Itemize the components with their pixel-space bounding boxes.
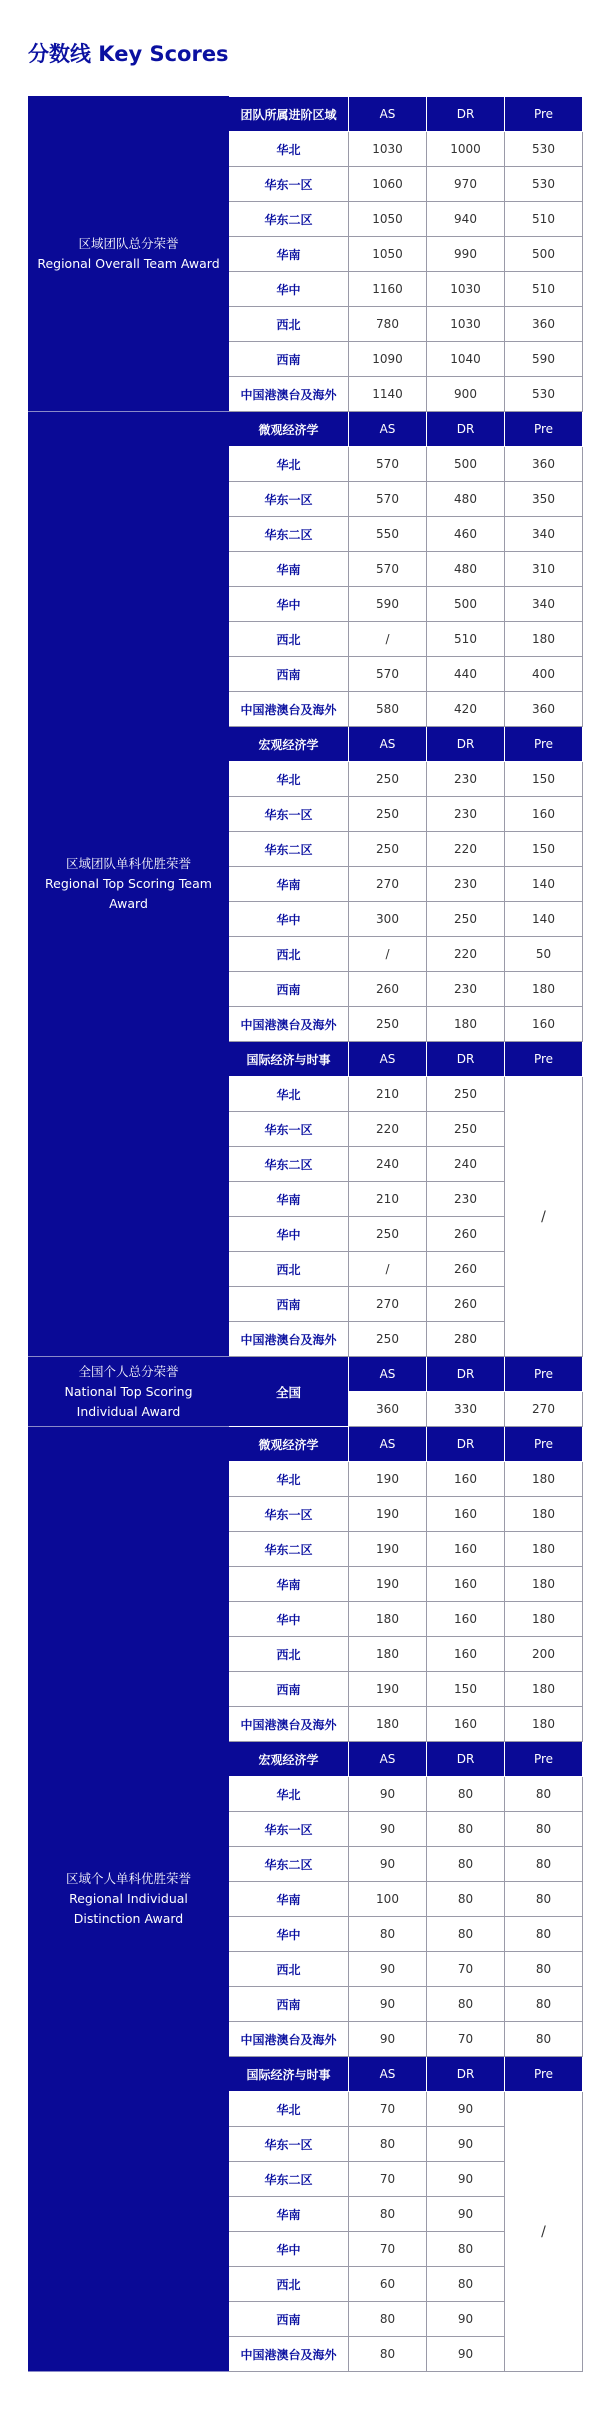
as-cell: 570 (349, 657, 427, 692)
dr-cell: 240 (427, 1147, 505, 1182)
region-cell: 华北 (229, 132, 349, 167)
as-cell: 270 (349, 1287, 427, 1322)
as-cell: 1050 (349, 202, 427, 237)
as-cell: / (349, 937, 427, 972)
group-label-en: Regional Overall Team Award (37, 256, 220, 271)
pre-cell: 360 (505, 307, 583, 342)
as-cell: 260 (349, 972, 427, 1007)
region-cell: 西北 (229, 937, 349, 972)
as-cell: 550 (349, 517, 427, 552)
as-cell: 270 (349, 867, 427, 902)
dr-cell: 160 (427, 1532, 505, 1567)
dr-cell: 260 (427, 1287, 505, 1322)
region-cell: 华东一区 (229, 167, 349, 202)
dr-cell: 1040 (427, 342, 505, 377)
region-cell: 中国港澳台及海外 (229, 377, 349, 412)
dr-cell: 480 (427, 482, 505, 517)
region-cell: 华南 (229, 1182, 349, 1217)
as-cell: 70 (349, 2162, 427, 2197)
pre-cell: 200 (505, 1637, 583, 1672)
region-cell: 华北 (229, 447, 349, 482)
region-cell: 华东一区 (229, 1812, 349, 1847)
pre-cell: 530 (505, 167, 583, 202)
dr-cell: 230 (427, 762, 505, 797)
as-cell: 220 (349, 1112, 427, 1147)
region-cell: 西南 (229, 1672, 349, 1707)
region-cell: 华东一区 (229, 482, 349, 517)
region-cell: 西南 (229, 1287, 349, 1322)
dr-cell: 90 (427, 2127, 505, 2162)
col-header-dr: DR (427, 2057, 505, 2092)
dr-cell: 260 (427, 1217, 505, 1252)
as-cell: 80 (349, 1917, 427, 1952)
dr-cell: 220 (427, 832, 505, 867)
col-header-pre: Pre (505, 727, 583, 762)
dr-cell: 500 (427, 587, 505, 622)
pre-cell: 150 (505, 762, 583, 797)
region-cell: 中国港澳台及海外 (229, 1322, 349, 1357)
col-header-as: AS (349, 1742, 427, 1777)
region-cell: 华中 (229, 902, 349, 937)
dr-cell: 70 (427, 2022, 505, 2057)
dr-cell: 90 (427, 2337, 505, 2372)
pre-cell: 590 (505, 342, 583, 377)
subject-header: 团队所属进阶区域 (229, 97, 349, 132)
dr-cell: 160 (427, 1567, 505, 1602)
dr-cell: 80 (427, 1917, 505, 1952)
pre-cell: 80 (505, 1812, 583, 1847)
region-cell: 华东一区 (229, 1112, 349, 1147)
pre-cell: 80 (505, 1987, 583, 2022)
as-cell: 580 (349, 692, 427, 727)
pre-cell: 530 (505, 377, 583, 412)
group-label-en: National Top Scoring Individual Award (64, 1383, 193, 1419)
subject-header-row (29, 412, 583, 447)
as-cell: 570 (349, 482, 427, 517)
as-cell: 90 (349, 1812, 427, 1847)
dr-cell: 1030 (427, 307, 505, 342)
as-cell: 80 (349, 2302, 427, 2337)
region-cell: 中国港澳台及海外 (229, 692, 349, 727)
as-cell: 250 (349, 762, 427, 797)
region-cell: 西南 (229, 657, 349, 692)
col-header-dr: DR (427, 1742, 505, 1777)
region-cell: 华东一区 (229, 797, 349, 832)
dr-cell: 330 (427, 1392, 505, 1427)
col-header-pre: Pre (505, 1742, 583, 1777)
as-cell: 80 (349, 2127, 427, 2162)
col-header-pre: Pre (505, 2057, 583, 2092)
region-cell: 华东二区 (229, 1847, 349, 1882)
as-cell: 300 (349, 902, 427, 937)
dr-cell: 180 (427, 1007, 505, 1042)
pre-not-applicable: / (505, 2092, 583, 2372)
region-cell: 华中 (229, 2232, 349, 2267)
dr-cell: 250 (427, 1077, 505, 1112)
dr-cell: 80 (427, 1847, 505, 1882)
dr-cell: 990 (427, 237, 505, 272)
region-cell: 华东一区 (229, 1497, 349, 1532)
dr-cell: 150 (427, 1672, 505, 1707)
as-cell: 210 (349, 1182, 427, 1217)
region-cell: 华南 (229, 1567, 349, 1602)
subject-header: 微观经济学 (229, 412, 349, 447)
region-cell: 西南 (229, 2302, 349, 2337)
region-cell: 西北 (229, 1952, 349, 1987)
subject-header: 宏观经济学 (229, 1742, 349, 1777)
group-label-cn: 全国个人总分荣誉 (78, 1363, 179, 1379)
key-scores-body (29, 97, 583, 2372)
as-cell: 60 (349, 2267, 427, 2302)
dr-cell: 940 (427, 202, 505, 237)
dr-cell: 510 (427, 622, 505, 657)
as-cell: 190 (349, 1497, 427, 1532)
as-cell: 80 (349, 2337, 427, 2372)
as-cell: 190 (349, 1532, 427, 1567)
dr-cell: 230 (427, 1182, 505, 1217)
col-header-pre: Pre (505, 1042, 583, 1077)
col-header-as: AS (349, 1357, 427, 1392)
col-header-pre: Pre (505, 1427, 583, 1462)
pre-cell: 510 (505, 202, 583, 237)
region-cell: 华东二区 (229, 1532, 349, 1567)
as-cell: 90 (349, 1987, 427, 2022)
as-cell: 1090 (349, 342, 427, 377)
group-label-cn: 区域团队总分荣誉 (78, 236, 179, 251)
region-cell: 西北 (229, 622, 349, 657)
region-cell: 华南 (229, 552, 349, 587)
as-cell: 570 (349, 552, 427, 587)
as-cell: 90 (349, 1847, 427, 1882)
region-cell: 华东二区 (229, 202, 349, 237)
col-header-pre: Pre (505, 412, 583, 447)
pre-cell: 180 (505, 1707, 583, 1742)
as-cell: 250 (349, 832, 427, 867)
region-cell: 西北 (229, 2267, 349, 2302)
pre-cell: 80 (505, 1917, 583, 1952)
dr-cell: 90 (427, 2197, 505, 2232)
as-cell: 190 (349, 1672, 427, 1707)
dr-cell: 460 (427, 517, 505, 552)
group-label-en: Regional Top Scoring Team Award (45, 876, 212, 911)
pre-cell: 160 (505, 1007, 583, 1042)
as-cell: 1160 (349, 272, 427, 307)
region-cell: 华南 (229, 2197, 349, 2232)
as-cell: 190 (349, 1567, 427, 1602)
pre-cell: 350 (505, 482, 583, 517)
as-cell: 570 (349, 447, 427, 482)
pre-cell: 150 (505, 832, 583, 867)
dr-cell: 80 (427, 1812, 505, 1847)
group-regional-overall (29, 97, 229, 412)
as-cell: 70 (349, 2092, 427, 2127)
col-header-as: AS (349, 1042, 427, 1077)
pre-cell: 180 (505, 622, 583, 657)
dr-cell: 250 (427, 1112, 505, 1147)
region-cell: 华北 (229, 1777, 349, 1812)
dr-cell: 480 (427, 552, 505, 587)
pre-cell: 530 (505, 132, 583, 167)
dr-cell: 280 (427, 1322, 505, 1357)
pre-cell: 180 (505, 1462, 583, 1497)
pre-cell: 80 (505, 1882, 583, 1917)
region-cell: 西北 (229, 1637, 349, 1672)
col-header-as: AS (349, 412, 427, 447)
dr-cell: 80 (427, 1987, 505, 2022)
region-cell: 华中 (229, 1917, 349, 1952)
dr-cell: 230 (427, 797, 505, 832)
dr-cell: 90 (427, 2162, 505, 2197)
col-header-dr: DR (427, 1042, 505, 1077)
group-national (29, 1357, 229, 1427)
region-cell: 中国港澳台及海外 (229, 1007, 349, 1042)
col-header-dr: DR (427, 412, 505, 447)
region-cell: 华北 (229, 2092, 349, 2127)
pre-cell: 270 (505, 1392, 583, 1427)
subject-header: 国际经济与时事 (229, 1042, 349, 1077)
dr-cell: 260 (427, 1252, 505, 1287)
dr-cell: 230 (427, 867, 505, 902)
as-cell: 1030 (349, 132, 427, 167)
pre-cell: 360 (505, 447, 583, 482)
dr-cell: 160 (427, 1462, 505, 1497)
col-header-as: AS (349, 1427, 427, 1462)
region-cell: 华中 (229, 587, 349, 622)
col-header-dr: DR (427, 1357, 505, 1392)
dr-cell: 220 (427, 937, 505, 972)
pre-cell: 510 (505, 272, 583, 307)
col-header-dr: DR (427, 727, 505, 762)
as-cell: 250 (349, 1217, 427, 1252)
pre-cell: 80 (505, 1777, 583, 1812)
as-cell: 240 (349, 1147, 427, 1182)
region-cell: 华北 (229, 1462, 349, 1497)
col-header-pre: Pre (505, 1357, 583, 1392)
subject-header-row (29, 97, 583, 132)
dr-cell: 500 (427, 447, 505, 482)
region-cell: 中国港澳台及海外 (229, 2337, 349, 2372)
as-cell: / (349, 622, 427, 657)
as-cell: 100 (349, 1882, 427, 1917)
as-cell: 90 (349, 1777, 427, 1812)
pre-cell: 180 (505, 1497, 583, 1532)
region-cell: 华东二区 (229, 832, 349, 867)
region-cell: 西北 (229, 307, 349, 342)
dr-cell: 900 (427, 377, 505, 412)
dr-cell: 70 (427, 1952, 505, 1987)
dr-cell: 160 (427, 1707, 505, 1742)
as-cell: 190 (349, 1462, 427, 1497)
region-cell: 西南 (229, 342, 349, 377)
as-cell: 90 (349, 1952, 427, 1987)
region-cell: 华中 (229, 1602, 349, 1637)
dr-cell: 90 (427, 2092, 505, 2127)
as-cell: 1140 (349, 377, 427, 412)
group-label-cn: 区域个人单科优胜荣誉 (65, 1871, 191, 1886)
dr-cell: 420 (427, 692, 505, 727)
dr-cell: 90 (427, 2302, 505, 2337)
region-cell: 中国港澳台及海外 (229, 2022, 349, 2057)
col-header-as: AS (349, 727, 427, 762)
pre-cell: 80 (505, 1952, 583, 1987)
key-scores-table (28, 96, 583, 2372)
region-cell: 华南 (229, 1882, 349, 1917)
pre-cell: 80 (505, 1847, 583, 1882)
page-title: 分数线 Key Scores (28, 42, 229, 66)
pre-cell: 180 (505, 1567, 583, 1602)
pre-not-applicable: / (505, 1077, 583, 1357)
pre-cell: 180 (505, 1672, 583, 1707)
col-header-dr: DR (427, 1427, 505, 1462)
dr-cell: 80 (427, 1882, 505, 1917)
col-header-as: AS (349, 97, 427, 132)
region-cell: 华中 (229, 1217, 349, 1252)
region-cell: 华东二区 (229, 2162, 349, 2197)
pre-cell: 340 (505, 517, 583, 552)
pre-cell: 340 (505, 587, 583, 622)
as-cell: 250 (349, 1007, 427, 1042)
national-header-row (29, 1357, 583, 1392)
dr-cell: 160 (427, 1497, 505, 1532)
as-cell: 180 (349, 1707, 427, 1742)
dr-cell: 80 (427, 2232, 505, 2267)
pre-cell: 400 (505, 657, 583, 692)
as-cell: 250 (349, 797, 427, 832)
region-cell: 华南 (229, 237, 349, 272)
pre-cell: 160 (505, 797, 583, 832)
group-label-cn: 区域团队单科优胜荣誉 (65, 856, 191, 871)
pre-cell: 140 (505, 902, 583, 937)
as-cell: 180 (349, 1637, 427, 1672)
dr-cell: 230 (427, 972, 505, 1007)
region-cell: 西北 (229, 1252, 349, 1287)
dr-cell: 80 (427, 2267, 505, 2302)
pre-cell: 500 (505, 237, 583, 272)
dr-cell: 80 (427, 1777, 505, 1812)
national-region-cell: 全国 (229, 1357, 349, 1427)
as-cell: / (349, 1252, 427, 1287)
region-cell: 华北 (229, 762, 349, 797)
dr-cell: 1000 (427, 132, 505, 167)
as-cell: 590 (349, 587, 427, 622)
dr-cell: 1030 (427, 272, 505, 307)
col-header-dr: DR (427, 97, 505, 132)
as-cell: 1050 (349, 237, 427, 272)
region-cell: 西南 (229, 1987, 349, 2022)
as-cell: 780 (349, 307, 427, 342)
dr-cell: 250 (427, 902, 505, 937)
dr-cell: 970 (427, 167, 505, 202)
col-header-pre: Pre (505, 97, 583, 132)
region-cell: 西南 (229, 972, 349, 1007)
as-cell: 360 (349, 1392, 427, 1427)
pre-cell: 180 (505, 1602, 583, 1637)
pre-cell: 310 (505, 552, 583, 587)
region-cell: 华南 (229, 867, 349, 902)
subject-header: 宏观经济学 (229, 727, 349, 762)
subject-header: 微观经济学 (229, 1427, 349, 1462)
as-cell: 180 (349, 1602, 427, 1637)
region-cell: 华东二区 (229, 1147, 349, 1182)
region-cell: 中国港澳台及海外 (229, 1707, 349, 1742)
pre-cell: 180 (505, 1532, 583, 1567)
group-individual (29, 1427, 229, 2372)
as-cell: 250 (349, 1322, 427, 1357)
as-cell: 70 (349, 2232, 427, 2267)
subject-header: 国际经济与时事 (229, 2057, 349, 2092)
as-cell: 90 (349, 2022, 427, 2057)
col-header-as: AS (349, 2057, 427, 2092)
pre-cell: 360 (505, 692, 583, 727)
region-cell: 华中 (229, 272, 349, 307)
dr-cell: 440 (427, 657, 505, 692)
region-cell: 华东二区 (229, 517, 349, 552)
pre-cell: 50 (505, 937, 583, 972)
pre-cell: 180 (505, 972, 583, 1007)
pre-cell: 140 (505, 867, 583, 902)
as-cell: 210 (349, 1077, 427, 1112)
region-cell: 华东一区 (229, 2127, 349, 2162)
group-regional-top (29, 412, 229, 1357)
group-label-en: Regional Individual Distinction Award (69, 1891, 188, 1926)
as-cell: 1060 (349, 167, 427, 202)
subject-header-row (29, 1427, 583, 1462)
dr-cell: 160 (427, 1637, 505, 1672)
pre-cell: 80 (505, 2022, 583, 2057)
dr-cell: 160 (427, 1602, 505, 1637)
region-cell: 华北 (229, 1077, 349, 1112)
as-cell: 80 (349, 2197, 427, 2232)
